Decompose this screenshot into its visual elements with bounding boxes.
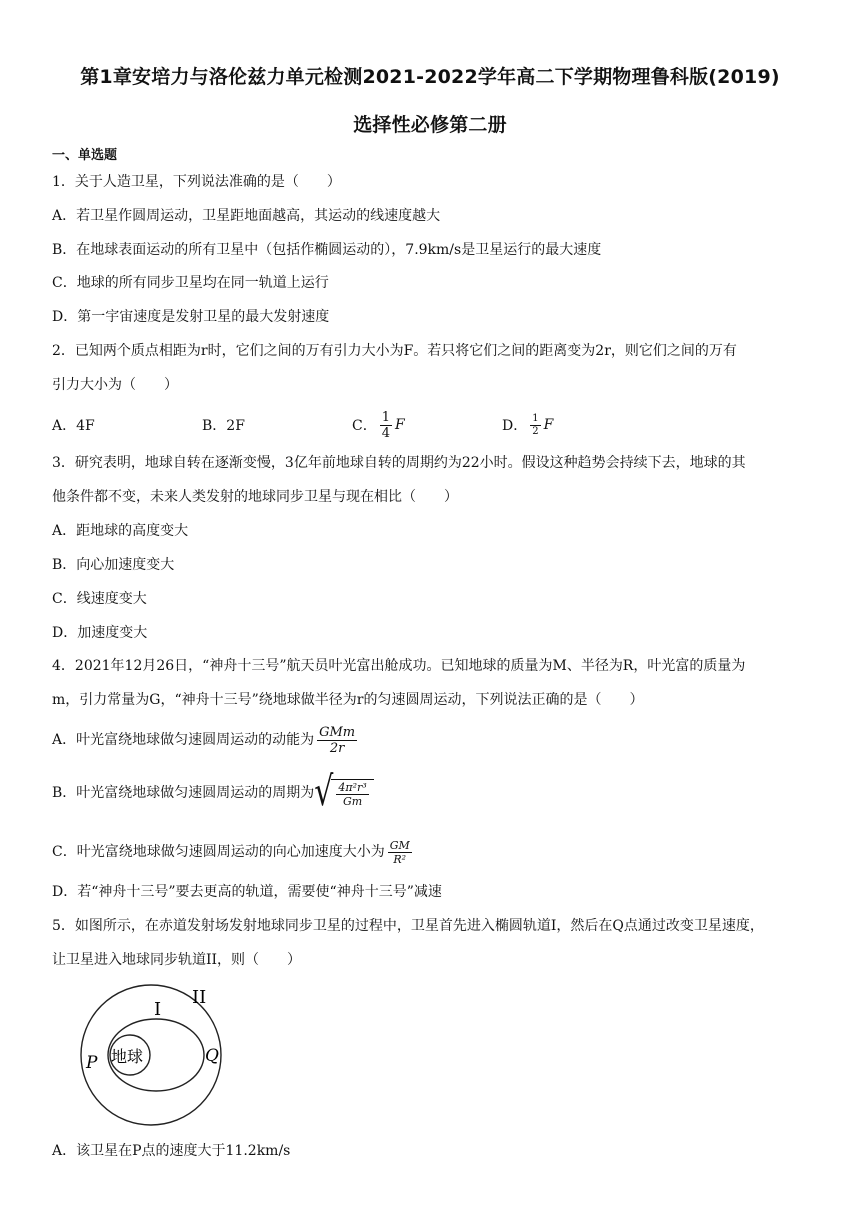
q1-option-a: A．若卫星作圆周运动，卫星距地面越高，其运动的线速度越大 bbox=[52, 208, 441, 224]
q1-option-b: B．在地球表面运动的所有卫星中（包括作椭圆运动的），7.9km/s是卫星运行的最大速度 bbox=[52, 242, 602, 258]
q5-stem-line2: 让卫星进入地球同步轨道II，则（ ） bbox=[52, 952, 302, 968]
q4-stem-line1: 4．2021年12月26日，“神舟十三号”航天员叶光富出舱成功。已知地球的质量为M、半径为R，叶光富的质量为 bbox=[52, 658, 746, 674]
q2-option-c-variable: F bbox=[395, 417, 405, 433]
q1-option-c: C．地球的所有同步卫星均在同一轨道上运行 bbox=[52, 275, 329, 291]
q4-option-c-fraction bbox=[388, 840, 412, 865]
q2-options-row bbox=[52, 410, 652, 440]
orbit-i-label: I bbox=[154, 999, 162, 1020]
q4-option-b-numerator: 4π²r³ bbox=[338, 781, 367, 794]
q2-option-d-label: D． bbox=[502, 418, 528, 434]
q2-option-d bbox=[502, 410, 553, 440]
q2-option-c-numerator: 1 bbox=[381, 409, 390, 425]
radical-sign-icon: √ bbox=[314, 768, 334, 816]
q3-option-b: B．向心加速度变大 bbox=[52, 557, 175, 573]
q3-stem-line2: 他条件都不变，未来人类发射的地球同步卫星与现在相比（ ） bbox=[52, 489, 458, 505]
q2-option-c-denominator: 4 bbox=[381, 425, 390, 441]
q3-option-c: C．线速度变大 bbox=[52, 591, 147, 607]
q2-option-b: B．2F bbox=[202, 418, 245, 434]
q2-option-c-fraction bbox=[380, 411, 392, 440]
q4-stem-line2: m，引力常量为G，“神舟十三号”绕地球做半径为r的匀速圆周运动，下列说法正确的是（ ） bbox=[52, 692, 644, 708]
point-q-label: Q bbox=[205, 1046, 219, 1066]
point-p-label: P bbox=[86, 1053, 98, 1073]
q2-option-d-numerator: 1 bbox=[532, 412, 539, 424]
q2-option-c-label: C． bbox=[352, 418, 377, 434]
q3-stem-line1: 3．研究表明，地球自转在逐渐变慢，3亿年前地球自转的周期约为22小时。假设这种趋势会持续下去，地球的其 bbox=[52, 455, 746, 471]
q5-stem-line1: 5．如图所示，在赤道发射场发射地球同步卫星的过程中，卫星首先进入椭圆轨道I，然后在Q点通过改变卫星速度， bbox=[52, 918, 764, 934]
q2-option-a: A．4F bbox=[52, 418, 95, 434]
q4-option-c-numerator: GM bbox=[389, 838, 410, 852]
q4-option-c bbox=[52, 832, 415, 872]
orbit-diagram bbox=[52, 983, 252, 1128]
earth-label: 地球 bbox=[111, 1047, 144, 1066]
q4-option-b-sqrt bbox=[314, 768, 373, 816]
q2-stem-line2: 引力大小为（ ） bbox=[52, 377, 178, 393]
q4-option-c-denominator: R² bbox=[393, 852, 407, 866]
q2-option-c bbox=[352, 410, 405, 440]
orbit-ii-label: II bbox=[192, 987, 207, 1008]
q4-option-b-denominator: Gm bbox=[342, 795, 363, 808]
q4-option-a-numerator: GMm bbox=[319, 724, 356, 740]
q4-option-a-text: A．叶光富绕地球做匀速圆周运动的动能为 bbox=[52, 732, 315, 748]
q4-option-c-text: C．叶光富绕地球做匀速圆周运动的向心加速度大小为 bbox=[52, 844, 385, 860]
section-heading: 一、单选题 bbox=[52, 148, 118, 163]
document-title-line1: 第1章安培力与洛伦兹力单元检测2021-2022学年高二下学期物理鲁科版(2019) bbox=[80, 66, 780, 88]
q2-stem-line1: 2．已知两个质点相距为r时，它们之间的万有引力大小为F。若只将它们之间的距离变为2r，则它们之间的万有 bbox=[52, 343, 737, 359]
q1-option-d: D．第一宇宙速度是发射卫星的最大发射速度 bbox=[52, 309, 330, 325]
q5-option-a: A．该卫星在P点的速度大于11.2km/s bbox=[52, 1143, 291, 1159]
q2-option-d-variable: F bbox=[543, 417, 554, 433]
q2-option-d-denominator: 2 bbox=[532, 425, 539, 437]
q3-option-d: D．加速度变大 bbox=[52, 625, 148, 641]
q1-stem: 1．关于人造卫星，下列说法准确的是（ ） bbox=[52, 174, 341, 190]
q2-option-d-fraction bbox=[530, 414, 540, 437]
q4-option-a-denominator: 2r bbox=[329, 740, 345, 756]
q4-option-a-fraction bbox=[317, 726, 357, 755]
q4-option-b bbox=[52, 770, 374, 816]
q3-option-a: A．距地球的高度变大 bbox=[52, 523, 189, 539]
q4-option-b-text: B．叶光富绕地球做匀速圆周运动的周期为 bbox=[52, 785, 315, 801]
document-title-line2: 选择性必修第二册 bbox=[353, 114, 507, 136]
q4-option-b-fraction bbox=[336, 782, 368, 807]
q4-option-d: D．若“神舟十三号”要去更高的轨道，需要使“神舟十三号”减速 bbox=[52, 884, 442, 900]
q4-option-a bbox=[52, 720, 360, 760]
